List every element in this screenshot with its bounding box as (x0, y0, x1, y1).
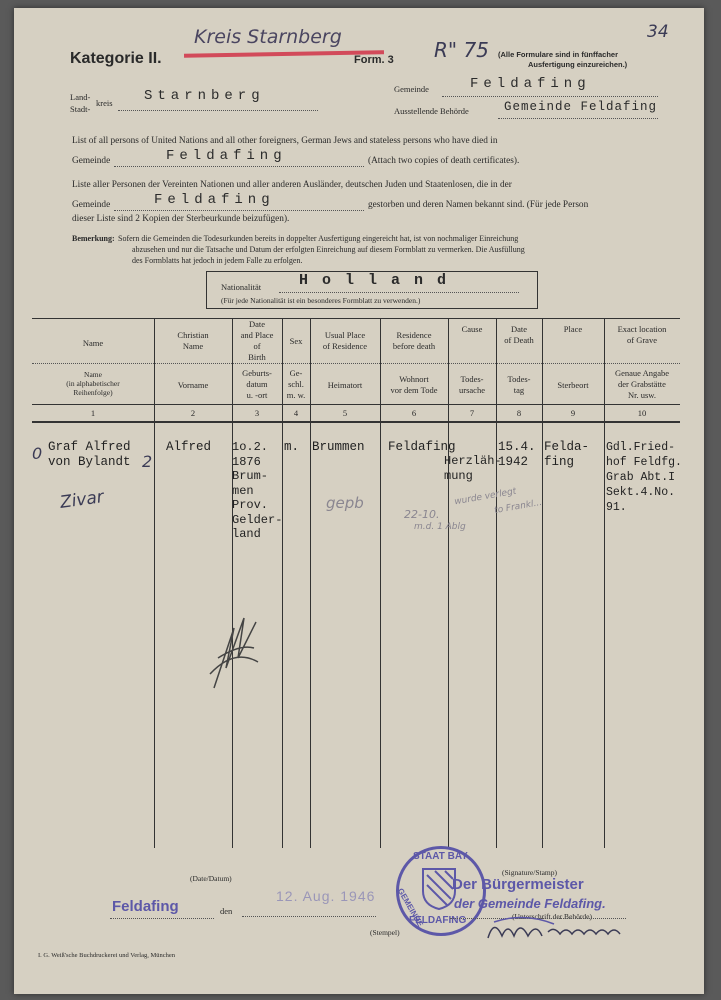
copies-note-line1: (Alle Formulare sind in fünffacher (498, 50, 619, 59)
header-en-cause: Cause (461, 324, 483, 334)
column-number-8: 8 (516, 408, 522, 418)
date-dotline (242, 916, 376, 917)
header-en-place: Place (563, 324, 583, 334)
kreis-value: Starnberg (144, 88, 265, 104)
header-de-geschlecht: Ge- schl. m. w. (286, 368, 306, 400)
signature-label: (Signature/Stamp) (502, 868, 557, 877)
intro-en-gemeinde-value: Feldafing (166, 148, 287, 164)
hand-note-heimat: gepb (326, 494, 364, 512)
header-de-grabstaette: Genaue Angabe der Grabstätte Nr. usw. (614, 368, 670, 400)
kreis-label: kreis (96, 98, 113, 108)
cell-wohnort: Feldafing (388, 440, 456, 454)
col-divider-8 (542, 318, 543, 848)
date-label: (Date/Datum) (190, 874, 232, 883)
intro-de-dotline (114, 210, 364, 211)
place-stamp: Feldafing (112, 898, 179, 915)
printer-imprint: I. G. Weiß'sche Buchdruckerei und Verlag, München (38, 952, 176, 959)
handwritten-reference: R" 75 (434, 38, 489, 62)
cell-vorname: Alfred (166, 440, 212, 454)
intro-en-dotline (114, 166, 364, 167)
row-hand-mark-left: 0 (32, 444, 43, 463)
cell-todestag: 15.4. 1942 (498, 440, 536, 469)
table-header-divider (32, 363, 680, 364)
header-en-name: Name (82, 338, 104, 348)
cell-heimatort: Brummen (312, 440, 365, 454)
stadt-label: Stadt- (70, 104, 91, 114)
header-de-wohnort: Wohnort vor dem Tode (390, 374, 438, 395)
column-number-1: 1 (90, 408, 96, 418)
authority-line-1: Der Bürgermeister (452, 876, 584, 893)
cell-geburt: 1o.2. 1876 Brum- men Prov. Gelder- land (232, 440, 283, 541)
header-de-name: Name (in alphabetischer Reihenfolge) (66, 370, 120, 397)
column-number-2: 2 (190, 408, 196, 418)
signature-scribble (484, 908, 634, 948)
col-divider-1 (154, 318, 155, 848)
table-number-bottom-line (32, 421, 680, 423)
column-number-10: 10 (637, 408, 647, 418)
column-number-9: 9 (570, 408, 576, 418)
page-number: 34 (647, 22, 669, 42)
table-top-line (32, 318, 680, 319)
nationality-dotline (279, 292, 519, 293)
cell-name: Graf Alfred von Bylandt (48, 440, 131, 469)
header-en-residence: Residence before death (392, 330, 436, 351)
header-de-ursache: Todes- ursache (459, 374, 485, 395)
header-de-geburt: Geburts- datum u. -ort (242, 368, 272, 400)
place-dotline (110, 918, 214, 919)
hand-note-cause-2: to Frankl... (493, 497, 543, 517)
row-hand-mark-name: 2 (142, 452, 153, 471)
intro-en-gemeinde-label: Gemeinde (72, 156, 111, 166)
header-en-christian-name: Christian Name (177, 330, 209, 351)
nationality-value: Holland (299, 272, 461, 289)
document-page (14, 8, 704, 994)
kategorie-heading: Kategorie II. (70, 50, 162, 67)
header-en-sex: Sex (289, 336, 303, 346)
header-de-vorname: Vorname (177, 380, 209, 390)
authority-line-2: der Gemeinde Feldafing. (454, 896, 606, 911)
column-number-3: 3 (254, 408, 260, 418)
col-divider-5 (380, 318, 381, 848)
behoerde-dotline (498, 118, 658, 119)
intro-de-gemeinde-value: Feldafing (154, 192, 275, 208)
hand-note-cause: wurde verlegt (453, 486, 518, 508)
col-divider-6 (448, 318, 449, 848)
hand-note-wohnort-2: m.d. 1 Ablg (414, 522, 466, 532)
remark-line1: Sofern die Gemeinden die Todesurkunden bereits in doppelter Ausfertigung eingereicht hat, ist von nochmaliger Einreichung (118, 234, 519, 243)
col-divider-4 (310, 318, 311, 848)
gemeinde-label: Gemeinde (394, 84, 429, 94)
header-de-heimatort: Heimatort (327, 380, 363, 390)
intro-en-attach: (Attach two copies of death certificates). (368, 156, 520, 166)
intro-de-line1: Liste aller Personen der Vereinten Nationen und aller anderen Ausländer, deutschen Juden und Staatenlosen, die in der (72, 180, 512, 190)
date-stamp: 12. Aug. 1946 (276, 888, 376, 904)
remark-line3: des Formblatts hat jedoch in jedem Falle zu erfolgen. (132, 256, 303, 265)
land-label: Land- (70, 92, 91, 102)
hand-note-wohnort: 22-10. (404, 508, 440, 521)
nationality-note: (Für jede Nationalität ist ein besonderes Formblatt zu verwenden.) (221, 296, 421, 305)
nationality-label: Nationalität (221, 282, 262, 292)
table-number-top-line (32, 404, 680, 405)
column-number-5: 5 (342, 408, 348, 418)
behoerde-label: Ausstellende Behörde (394, 106, 469, 116)
form-number: Form. 3 (354, 54, 394, 66)
header-en-grave: Exact location of Grave (617, 324, 667, 345)
intro-de-line3: dieser Liste sind 2 Kopien der Sterbeurkunde beizufügen). (72, 214, 290, 224)
header-en-usual-place: Usual Place of Residence (322, 330, 368, 351)
intro-de-line2-rest: gestorben und deren Namen bekannt sind. (Für jede Person (368, 200, 589, 210)
intro-en-line1: List of all persons of United Nations and all other foreigners, German Jews and stateless persons who have died in (72, 136, 498, 146)
column-number-6: 6 (411, 408, 417, 418)
behoerde-small-label: (Unterschrift der Behörde) (512, 912, 592, 921)
stempel-label: (Stempel) (370, 928, 400, 937)
header-de-todestag: Todes- tag (507, 374, 531, 395)
seal-bottom-text: FELDAFING (409, 915, 467, 926)
remark-line2: abzusehen und nur die Tatsache und Datum der erfolgten Einreichung auf diesem Formblatt zu vermerken. Die Ausfüllung (132, 245, 525, 254)
col-divider-7 (496, 318, 497, 848)
seal-left-text: GEMEINDE (395, 886, 425, 929)
copies-note-line2: Ausfertigung einzureichen.) (528, 60, 628, 69)
intro-de-gemeinde-label: Gemeinde (72, 200, 111, 210)
gemeinde-dotline (442, 96, 658, 97)
column-number-7: 7 (469, 408, 475, 418)
cell-ursache: Herzläh- mung (444, 454, 502, 483)
seal-top-text: STAAT BAY (413, 851, 468, 862)
gemeinde-value: Feldafing (470, 76, 591, 92)
nationality-box (206, 271, 538, 309)
kreis-dotline (118, 110, 318, 111)
cell-sterbeort: Felda- fing (544, 440, 590, 469)
behoerde-value: Gemeinde Feldafing (504, 100, 658, 114)
header-de-sterbeort: Sterbeort (557, 380, 589, 390)
cell-sex: m. (284, 440, 300, 454)
scribble-mark (204, 608, 264, 698)
column-number-4: 4 (293, 408, 299, 418)
header-en-date-of-death: Date of Death (504, 324, 534, 345)
handwritten-kreis: Kreis Starnberg (194, 26, 342, 48)
remark-label: Bemerkung: (72, 234, 115, 243)
cell-grab: Gdl.Fried- hof Feldfg. Grab Abt.I Sekt.4.No. 91. (606, 441, 682, 514)
header-en-birth: Date and Place of Birth (240, 319, 274, 362)
hand-note-name: Zivar (58, 487, 106, 513)
den-label: den (220, 906, 233, 916)
